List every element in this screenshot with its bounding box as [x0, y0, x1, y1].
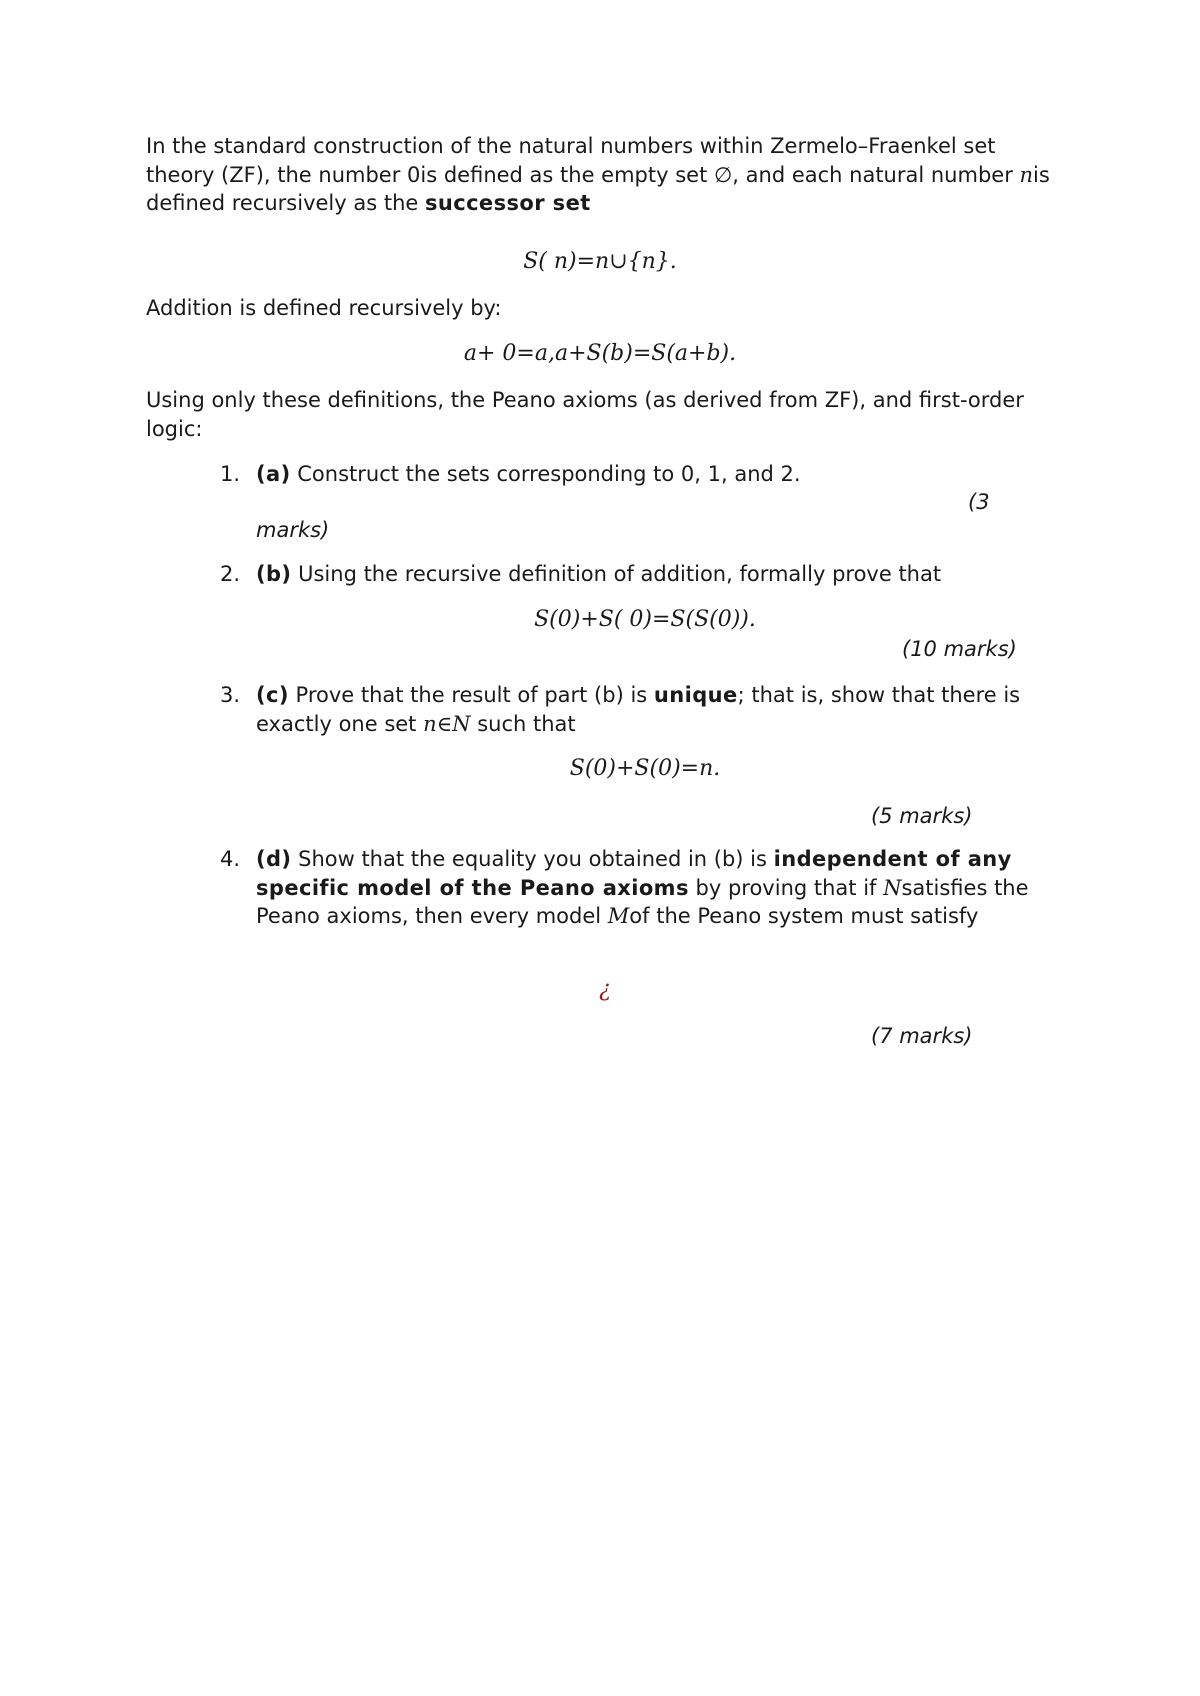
intro-paragraph: [146, 132, 1066, 218]
item-number-2: 2.: [219, 562, 240, 586]
item-number-4: 4.: [219, 847, 240, 871]
successor-formula: S( n)=n∪{n}.: [523, 249, 677, 274]
item-c-body-3: such that: [470, 711, 576, 736]
item-c-unique: unique: [653, 683, 738, 707]
item-c-body-2: ; that is, show that there is exactly one set: [256, 683, 1021, 736]
item-d-body-4: of the Peano system must satisfy: [629, 904, 979, 928]
item-b-formula: S(0)+S( 0)=S(S(0)).: [534, 607, 756, 632]
item-a-marks-2: marks): [256, 518, 330, 542]
item-c-marks: (5 marks): [871, 804, 973, 828]
item-c-set-expression: n∈N: [423, 711, 471, 736]
addition-lead: Addition is defined recursively by:: [146, 296, 502, 320]
item-d-text: [256, 845, 1066, 931]
item-b-marks: (10 marks): [902, 637, 1017, 661]
item-b-label: (b): [256, 562, 292, 586]
item-d-symbol-n: N: [883, 875, 902, 900]
intro-text-2: is defined as the empty set ∅, and each natural number: [420, 162, 1020, 187]
item-c-text: [256, 681, 1066, 738]
item-a-marks-1: (3: [968, 490, 990, 514]
item-d-body-2: by proving that if: [688, 875, 884, 900]
using-paragraph: Using only these definitions, the Peano axioms (as derived from ZF), and first-order logic:: [146, 388, 1024, 441]
item-number-1: 1.: [219, 462, 240, 486]
item-d-formula-placeholder: ¿: [599, 977, 611, 1002]
item-b-body: Using the recursive definition of addition, formally prove that: [291, 562, 942, 586]
item-a-text: [256, 460, 1066, 489]
item-c-formula: S(0)+S(0)=n.: [569, 756, 721, 781]
item-a-body: Construct the sets corresponding to 0, 1, and 2.: [290, 462, 801, 486]
variable-n: n: [1019, 162, 1034, 187]
intro-text-3: is defined recursively as the: [146, 162, 1050, 215]
item-d-symbol-m: M: [607, 904, 630, 928]
item-d-marks: (7 marks): [871, 1024, 973, 1048]
item-d-independent: independent of any specific model of the Peano axioms: [256, 847, 1012, 900]
addition-formula: a+ 0=a,a+S(b)=S(a+b).: [463, 341, 737, 366]
item-d-body-3: satisfies the Peano axioms, then every model: [256, 875, 1029, 928]
successor-set-term: successor set: [424, 191, 591, 215]
item-a-label: (a): [256, 462, 291, 486]
item-d-label: (d): [256, 847, 292, 871]
item-c-body-1: Prove that the result of part (b) is: [288, 683, 654, 707]
item-b-text: [256, 560, 1066, 589]
item-d-body-1: Show that the equality you obtained in (b) is: [291, 847, 774, 871]
item-number-3: 3.: [219, 683, 240, 707]
intro-text-1: In the standard construction of the natural numbers within Zermelo–Fraenkel set theory (ZF), the number 0: [146, 134, 996, 187]
item-c-label: (c): [256, 683, 289, 707]
